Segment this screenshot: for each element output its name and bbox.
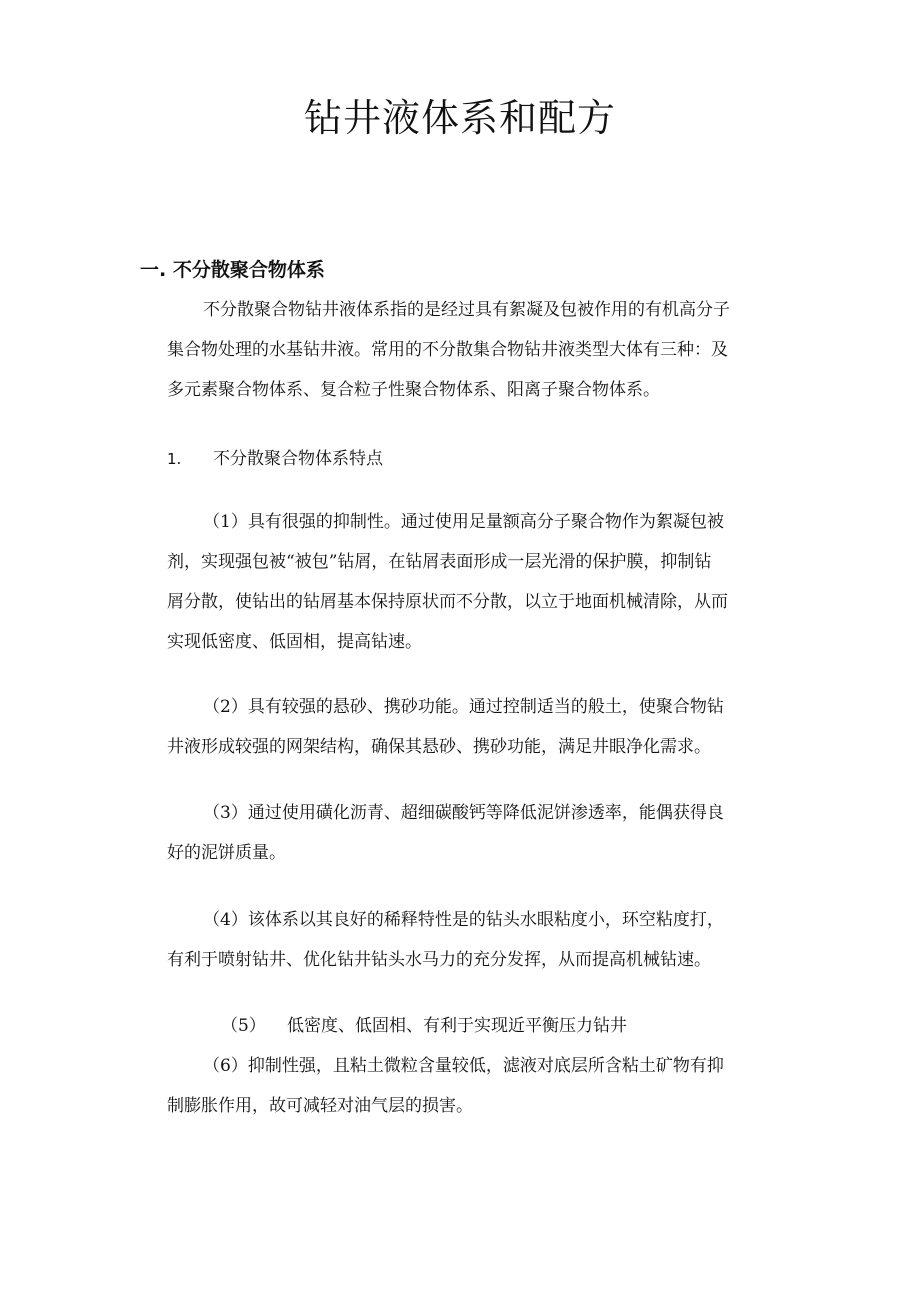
paragraph-line: 屑分散，使钻出的钻屑基本保持原状而不分散，以立于地面机械清除，从而 [167, 592, 728, 612]
paragraph-line: 不分散聚合物钻井液体系指的是经过具有絮凝及包被作用的有机高分子 [203, 300, 730, 320]
point-6-paragraph [167, 1046, 779, 1126]
subsection-number: 1. [167, 450, 182, 468]
paragraph-line: 实现低密度、低固相，提高钻速。 [167, 632, 422, 652]
point-5-text: 低密度、低固相、有利于实现近平衡压力钻井 [287, 1016, 627, 1036]
paragraph-line: （6）抑制性强，且粘土微粒含量较低，滤液对底层所含粘土矿物有抑 [203, 1056, 724, 1076]
paragraph-line: （2）具有较强的悬砂、携砂功能。通过控制适当的般土，使聚合物钻 [203, 697, 724, 717]
point-3-paragraph [167, 793, 779, 873]
subsection-heading [167, 445, 383, 473]
paragraph-line: 好的泥饼质量。 [167, 843, 286, 863]
point-4-paragraph [167, 900, 779, 980]
paragraph-line: 制膨胀作用，故可减轻对油气层的损害。 [167, 1096, 473, 1116]
paragraph-line: （4）该体系以其良好的稀释特性是的钻头水眼粘度小，环空粘度打， [203, 910, 724, 930]
paragraph-line: 剂，实现强包被“被包”钻屑，在钻屑表面形成一层光滑的保护膜，抑制钻 [167, 552, 712, 572]
point-5-line [221, 1012, 627, 1040]
document-title: 钻井液体系和配方 [303, 96, 616, 140]
paragraph-line: （3）通过使用磺化沥青、超细碳酸钙等降低泥饼渗透率，能偶获得良 [203, 803, 724, 823]
point-2-paragraph [167, 687, 779, 767]
subsection-title: 不分散聚合物体系特点 [213, 449, 383, 469]
paragraph-line: 多元素聚合物体系、复合粒子性聚合物体系、阳离子聚合物体系。 [167, 380, 660, 400]
section-heading: 一. 不分散聚合物体系 [140, 259, 325, 281]
paragraph-line: 有利于喷射钻井、优化钻井钻头水马力的充分发挥，从而提高机械钻速。 [167, 950, 711, 970]
intro-paragraph [167, 290, 779, 410]
paragraph-line: （1）具有很强的抑制性。通过使用足量额高分子聚合物作为絮凝包被 [203, 512, 724, 532]
point-5-number: （5） [221, 1016, 266, 1036]
paragraph-line: 集合物处理的水基钻井液。常用的不分散集合物钻井液类型大体有三种：及 [167, 340, 728, 360]
point-1-paragraph [167, 502, 779, 662]
paragraph-line: 井液形成较强的网架结构，确保其悬砂、携砂功能，满足井眼净化需求。 [167, 737, 711, 757]
